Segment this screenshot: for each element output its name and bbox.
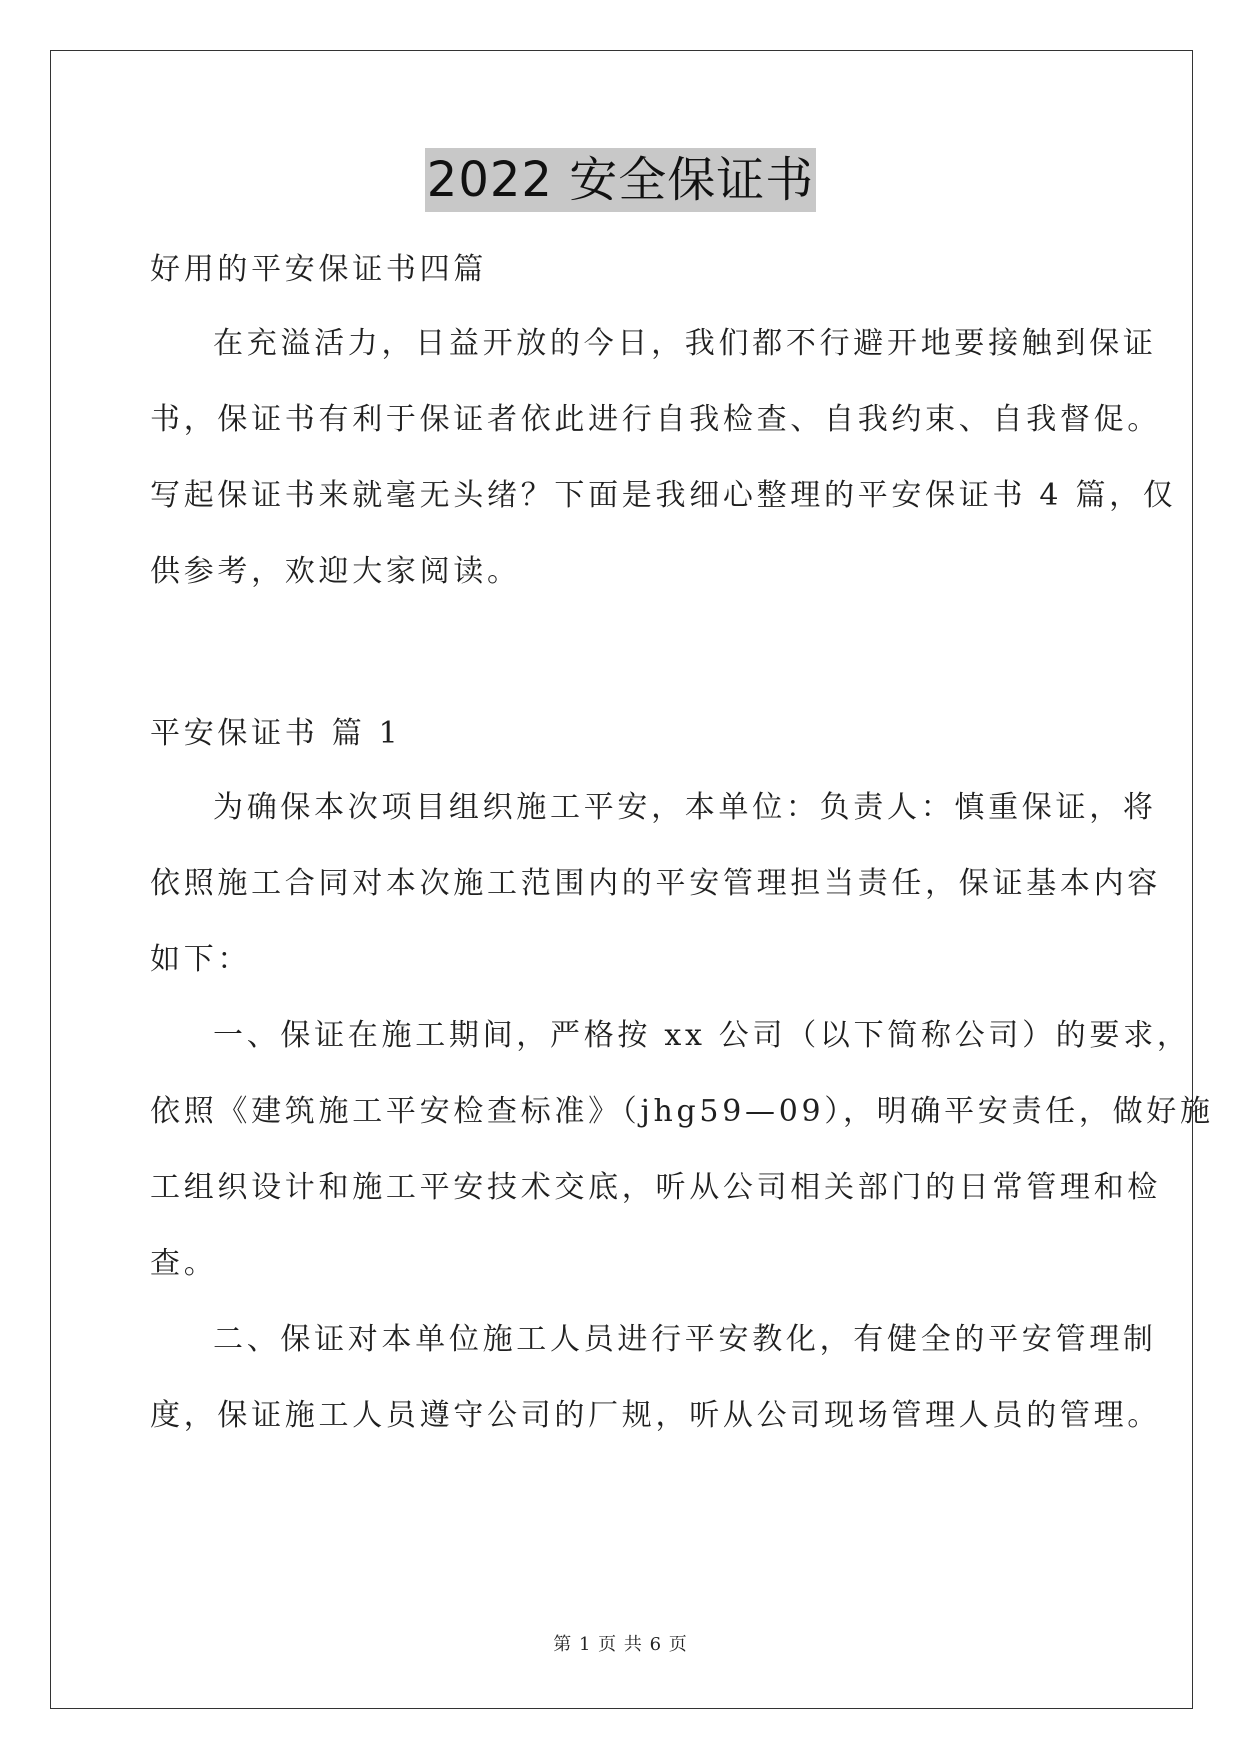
intro-line: 在充溢活力，日益开放的今日，我们都不行避开地要接触到保证 <box>213 326 1157 361</box>
paragraph-line: 工组织设计和施工平安技术交底，听从公司相关部门的日常管理和检 <box>150 1170 1161 1205</box>
paragraph-line: 为确保本次项目组织施工平安，本单位：负责人：慎重保证，将 <box>213 790 1157 825</box>
intro-line: 供参考，欢迎大家阅读。 <box>150 554 521 589</box>
document-title-wrapper <box>0 148 1241 212</box>
paragraph-line: 依照施工合同对本次施工范围内的平安管理担当责任，保证基本内容 <box>150 866 1161 901</box>
paragraph-line: 如下： <box>150 942 252 977</box>
document-title: 2022 安全保证书 <box>425 148 816 212</box>
document-subtitle: 好用的平安保证书四篇 <box>150 252 487 287</box>
paragraph-line: 查。 <box>150 1246 218 1281</box>
paragraph-line: 一、保证在施工期间，严格按 xx 公司（以下简称公司）的要求， <box>213 1018 1191 1053</box>
section-heading: 平安保证书 篇 1 <box>150 716 402 751</box>
paragraph-line: 二、保证对本单位施工人员进行平安教化，有健全的平安管理制 <box>213 1322 1157 1357</box>
paragraph-line: 依照《建筑施工平安检查标准》（jhg59—09），明确平安责任，做好施 <box>150 1094 1214 1129</box>
intro-line: 写起保证书来就毫无头绪？下面是我细心整理的平安保证书 4 篇，仅 <box>150 478 1177 513</box>
paragraph-line: 度，保证施工人员遵守公司的厂规，听从公司现场管理人员的管理。 <box>150 1398 1161 1433</box>
page-number-footer: 第 1 页 共 6 页 <box>553 1634 688 1655</box>
intro-line: 书，保证书有利于保证者依此进行自我检查、自我约束、自我督促。 <box>150 402 1161 437</box>
